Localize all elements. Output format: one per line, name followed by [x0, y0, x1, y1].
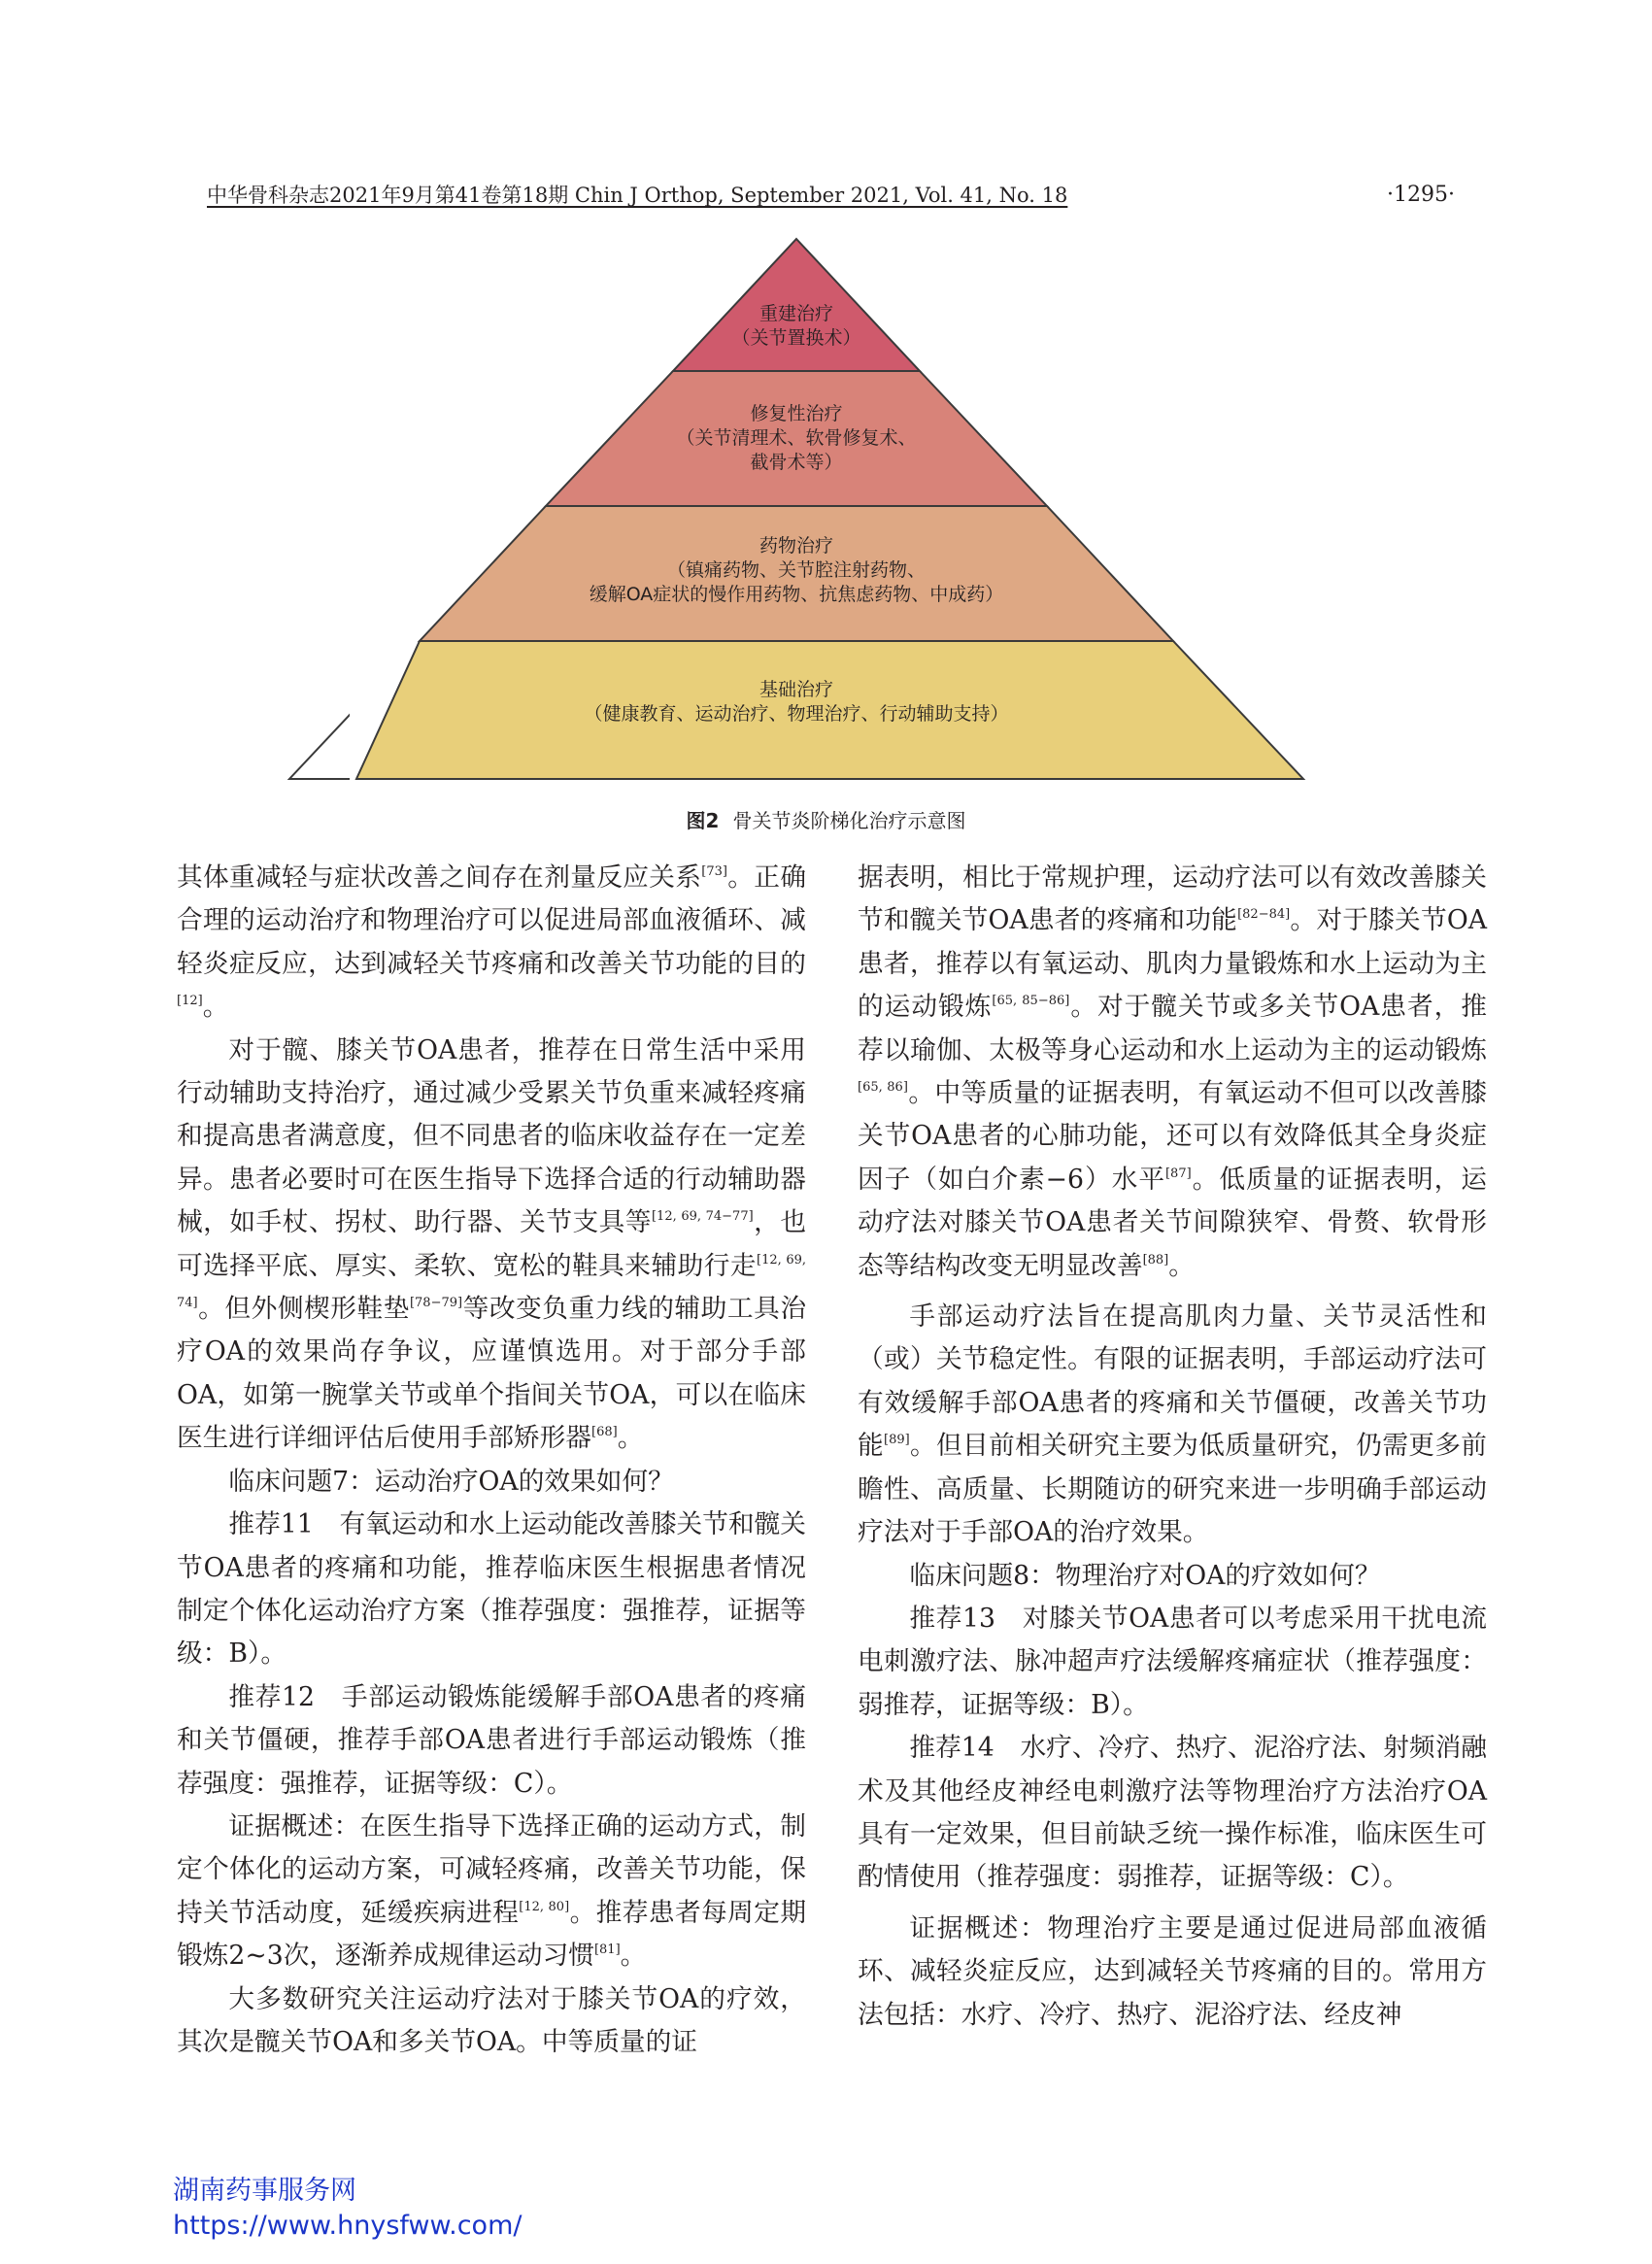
evidence-summary: 证据概述：在医生指导下选择正确的运动方式，制定个体化的运动方案，可减轻疼痛，改善关节功能，保持关节活动度，延缓疾病进程[12, 80]。推荐患者每周定期锻炼2~3次，逐渐养成规律运动习惯[81]。 [177, 1810, 807, 1972]
right-column [858, 857, 1487, 2037]
tier-3-line-2: 缓解OA症状的慢作用药物、抗焦虑药物、中成药） [589, 584, 1004, 605]
watermark-site-name: 湖南药事服务网 [173, 2176, 356, 2206]
paragraph: 据表明，相比于常规护理，运动疗法可以有效改善膝关节和髋关节OA患者的疼痛和功能[82−84]。对于膝关节OA患者，推荐以有氧运动、肌肉力量锻炼和水上运动为主的运动锻炼[65, 85−86]。对于髋关节或多关节OA患者，推荐以瑜伽、太极等身心运动和水上运动为主的运动锻炼[65, 86]。中等质量的证据表明，有氧运动不但可以改善膝关节OA患者的心肺功能，还可以有效降低其全身炎症因子（如白介素−6）水平[87]。低质量的证据表明，运动疗法对膝关节OA患者关节间隙狭窄、骨赘、软骨形态等结构改变无明显改善[88]。 [858, 862, 1487, 1281]
journal-citation: 中华骨科杂志2021年9月第41卷第18期 Chin J Orthop, September 2021, Vol. 41, No. 18 [207, 184, 1068, 207]
figure-caption-label: 图2 [686, 809, 720, 832]
tier-2-line-1: （关节清理术、软骨修复术、 [676, 427, 917, 449]
paragraph: 大多数研究关注运动疗法对于膝关节OA的疗效，其次是髋关节OA和多关节OA。中等质量的证 [177, 1983, 806, 2057]
figure-caption [0, 807, 1652, 834]
site-watermark[interactable] [173, 2174, 522, 2244]
tier-1-line-1: （关节置换术） [731, 327, 861, 349]
paragraph: 对于髋、膝关节OA患者，推荐在日常生活中采用行动辅助支持治疗，通过减少受累关节负重来减轻疼痛和提高患者满意度，但不同患者的临床收益存在一定差异。患者必要时可在医生指导下选择合适的行动辅助器械，如手杖、拐杖、助行器、关节支具等[12, 69, 74−77]，也可选择平底、厚实、柔软、宽松的鞋具来辅助行走[12, 69, 74]。但外侧楔形鞋垫[78−79]等改变负重力线的辅助工具治疗OA的效果尚存争议，应谨慎选用。对于部分手部OA，如第一腕掌关节或单个指间关节OA，可以在临床医生进行详细评估后使用手部矫形器[68]。 [177, 1034, 807, 1454]
tier-2-line-2: 截骨术等） [750, 452, 843, 473]
tier-1-title: 重建治疗 [759, 303, 834, 324]
watermark-url[interactable]: https://www.hnysfww.com/ [173, 2211, 523, 2241]
recommendation-13: 推荐13 对膝关节OA患者可以考虑采用干扰电流电刺激疗法、脉冲超声疗法缓解疼痛症状（推荐强度：弱推荐，证据等级：B）。 [858, 1603, 1487, 1720]
left-column [177, 857, 806, 2064]
tier-2-title: 修复性治疗 [750, 403, 843, 424]
tier-4-title: 基础治疗 [759, 679, 834, 700]
recommendation-11: 推荐11 有氧运动和水上运动能改善膝关节和髋关节OA患者的疼痛和功能，推荐临床医生根据患者情况制定个体化运动治疗方案（推荐强度：强推荐，证据等级：B）。 [177, 1509, 806, 1670]
evidence-summary: 证据概述：物理治疗主要是通过促进局部血液循环、减轻炎症反应，达到减轻关节疼痛的目的。常用方法包括：水疗、冷疗、热疗、泥浴疗法、经皮神 [858, 1912, 1487, 2030]
paragraph: 其体重减轻与症状改善之间存在剂量反应关系[73]。正确合理的运动治疗和物理治疗可以促进局部血液循环、减轻炎症反应，达到减轻关节疼痛和改善关节功能的目的[12]。 [177, 862, 807, 1023]
page-number: ·1295· [1387, 183, 1455, 207]
tier-4-line-1: （健康教育、运动治疗、物理治疗、行动辅助支持） [584, 703, 1009, 725]
pyramid-final [0, 0, 1652, 806]
recommendation-12: 推荐12 手部运动锻炼能缓解手部OA患者的疼痛和关节僵硬，推荐手部OA患者进行手部运动锻炼（推荐强度：强推荐，证据等级：C）。 [177, 1681, 806, 1799]
tier-3-title: 药物治疗 [759, 535, 834, 557]
clinical-question-7: 临床问题7：运动治疗OA的效果如何？ [228, 1466, 674, 1497]
paragraph: 手部运动疗法旨在提高肌肉力量、关节灵活性和（或）关节稳定性。有限的证据表明，手部运动疗法可有效缓解手部OA患者的疼痛和关节僵硬，改善关节功能[89]。但目前相关研究主要为低质量研究，仍需更多前瞻性、高质量、长期随访的研究来进一步明确手部运动疗法对于手部OA的治疗效果。 [858, 1301, 1487, 1548]
recommendation-14: 推荐14 水疗、冷疗、热疗、泥浴疗法、射频消融术及其他经皮神经电刺激疗法等物理治疗方法治疗OA具有一定效果，但目前缺乏统一操作标准，临床医生可酌情使用（推荐强度：弱推荐，证据等级：C）。 [858, 1733, 1487, 1893]
clinical-question-8: 临床问题8：物理治疗对OA的疗效如何？ [909, 1560, 1381, 1591]
figure-caption-text: 骨关节炎阶梯化治疗示意图 [732, 809, 966, 832]
tier-3-line-1: （镇痛药物、关节腔注射药物、 [666, 559, 927, 581]
